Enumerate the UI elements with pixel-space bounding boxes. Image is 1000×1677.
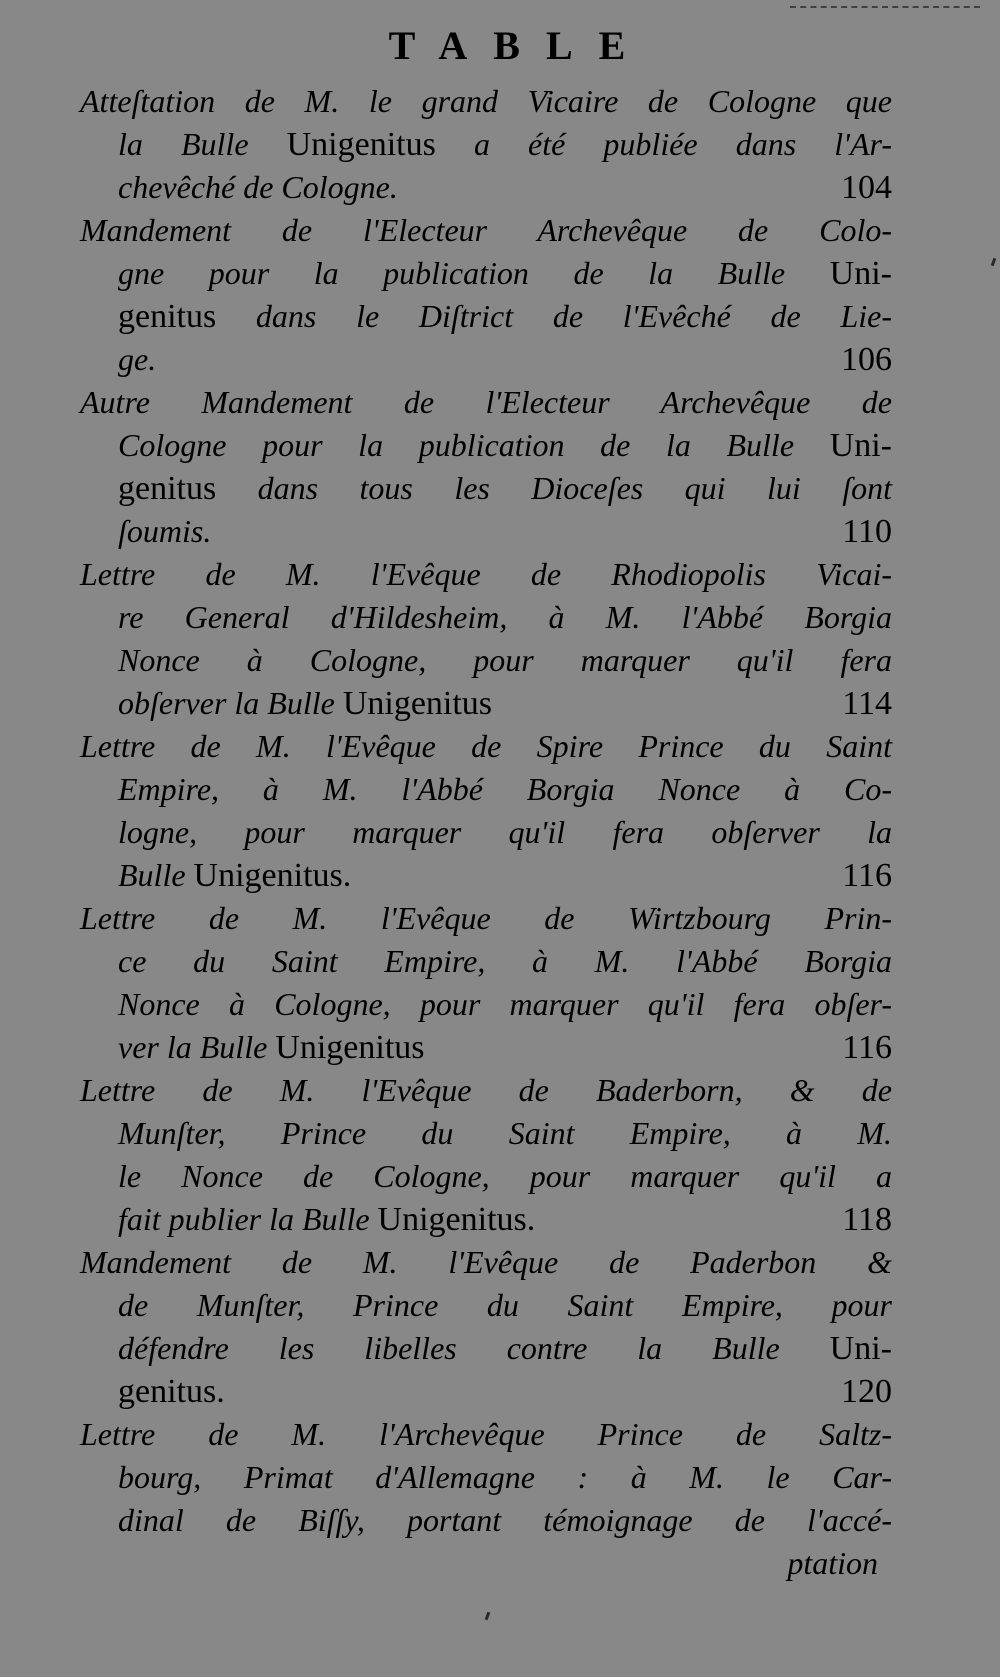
toc-entry-line — [80, 854, 892, 897]
roman-text: Uni- — [829, 427, 892, 464]
toc-entry-line — [80, 166, 892, 209]
toc-entry-line — [80, 553, 892, 596]
italic-text: a été publiée dans l'Ar- — [435, 126, 893, 162]
italic-text: gne pour la publication de la Bulle — [118, 255, 830, 291]
toc-entry-line — [80, 1370, 892, 1413]
italic-text: Lettre de M. l'Archevêque Prince de Saltz- — [80, 1416, 892, 1452]
toc-entry — [80, 381, 892, 553]
toc-entry-line — [80, 80, 892, 123]
toc-entry — [80, 725, 892, 897]
italic-text: Atteſtation de M. le grand Vicaire de Cologne que — [80, 83, 892, 119]
page-title: TABLE — [388, 23, 652, 68]
italic-text: Bulle — [118, 857, 194, 893]
italic-text: fait publier la Bulle — [118, 1201, 378, 1237]
page-number: 104 — [841, 169, 892, 206]
roman-text: Unigenitus — [342, 685, 493, 722]
roman-text: genitus — [118, 470, 217, 507]
italic-text: re General d'Hildesheim, à M. l'Abbé Borgia — [118, 599, 892, 635]
italic-text: Lettre de M. l'Evêque de Spire Prince du Saint — [80, 728, 892, 764]
italic-text: Mandement de M. l'Evêque de Paderbon & — [80, 1244, 892, 1280]
toc-entry-line — [80, 123, 892, 166]
italic-text: dans tous les Dioceſes qui lui ſont — [216, 470, 892, 506]
italic-text: bourg, Primat d'Allemagne : à M. le Car- — [118, 1459, 892, 1495]
toc-entry-line — [80, 639, 892, 682]
roman-text: Unigenitus. — [193, 857, 352, 894]
page-number: 116 — [842, 857, 892, 894]
page-number: 120 — [841, 1373, 892, 1410]
toc-entry-line — [80, 983, 892, 1026]
italic-text: ſoumis. — [118, 513, 212, 549]
toc-entry-line — [80, 381, 892, 424]
toc-entry-line — [80, 424, 892, 467]
toc-entry-line — [80, 768, 892, 811]
roman-text: Uni- — [829, 1330, 892, 1367]
toc-entry-line — [80, 1155, 892, 1198]
roman-text: genitus. — [118, 1373, 225, 1410]
roman-text: Unigenitus — [275, 1029, 425, 1066]
italic-text: Cologne pour la publication de la Bulle — [118, 427, 830, 463]
toc-entry — [80, 1413, 892, 1542]
italic-text: Nonce à Cologne, pour marquer qu'il fera obſer- — [118, 986, 892, 1022]
italic-text: ge. — [118, 341, 157, 377]
ink-speck — [485, 1612, 491, 1621]
page-number: 106 — [841, 341, 892, 378]
toc-entry-line — [80, 1069, 892, 1112]
italic-text: Munſter, Prince du Saint Empire, à M. — [118, 1115, 892, 1151]
toc-entry-line — [80, 1327, 892, 1370]
toc-entry-line — [80, 897, 892, 940]
page-number: 114 — [842, 685, 892, 722]
toc-entry-line — [80, 252, 892, 295]
italic-text: Lettre de M. l'Evêque de Baderborn, & de — [80, 1072, 892, 1108]
toc-entry-line — [80, 1241, 892, 1284]
toc-entry — [80, 209, 892, 381]
toc-entry-line — [80, 596, 892, 639]
italic-text: dinal de Biſſy, portant témoignage de l'accé- — [118, 1502, 892, 1538]
italic-text: Empire, à M. l'Abbé Borgia Nonce à Co- — [118, 771, 892, 807]
toc-entry-line — [80, 1499, 892, 1542]
toc-entry — [80, 80, 892, 209]
toc-entry-line — [80, 725, 892, 768]
roman-text: genitus — [118, 298, 217, 335]
toc-entry — [80, 897, 892, 1069]
italic-text: de Munſter, Prince du Saint Empire, pour — [118, 1287, 892, 1323]
italic-text: Autre Mandement de l'Electeur Archevêque de — [80, 384, 892, 420]
toc-entry-line — [80, 1198, 892, 1241]
italic-text: défendre les libelles contre la Bulle — [118, 1330, 830, 1366]
roman-text: Uni- — [829, 255, 892, 292]
toc-entry — [80, 553, 892, 725]
italic-text: la Bulle — [118, 126, 287, 162]
italic-text: obſerver la Bulle — [118, 685, 343, 721]
toc-entry-line — [80, 1413, 892, 1456]
table-of-contents — [80, 80, 892, 1585]
toc-entry-line — [80, 1456, 892, 1499]
toc-entry-line — [80, 1112, 892, 1155]
catchword: ptation — [787, 1545, 878, 1581]
italic-text: logne, pour marquer qu'il fera obſerver la — [118, 814, 892, 850]
italic-text: le Nonce de Cologne, pour marquer qu'il a — [118, 1158, 892, 1194]
toc-entry-line — [80, 209, 892, 252]
italic-text: Mandement de l'Electeur Archevêque de Colo- — [80, 212, 892, 248]
toc-entry-line — [80, 467, 892, 510]
roman-text: Unigenitus. — [377, 1201, 536, 1238]
toc-entry — [80, 1241, 892, 1413]
toc-entry-line — [80, 338, 892, 381]
page-number: 118 — [842, 1201, 892, 1238]
toc-entry-line — [80, 682, 892, 725]
toc-entry — [80, 1069, 892, 1241]
toc-entry-line — [80, 1026, 892, 1069]
italic-text: Lettre de M. l'Evêque de Rhodiopolis Vicai- — [80, 556, 892, 592]
toc-entry-line — [80, 295, 892, 338]
page-number: 110 — [842, 513, 892, 550]
italic-text: Lettre de M. l'Evêque de Wirtzbourg Prin- — [80, 900, 892, 936]
italic-text: ce du Saint Empire, à M. l'Abbé Borgia — [118, 943, 892, 979]
italic-text: Nonce à Cologne, pour marquer qu'il fera — [118, 642, 892, 678]
top-edge-rule — [790, 6, 980, 8]
toc-entry-line — [80, 510, 892, 553]
italic-text: dans le Diſtrict de l'Evêché de Lie- — [216, 298, 892, 334]
toc-entry-line — [80, 940, 892, 983]
page-number: 116 — [842, 1029, 892, 1066]
toc-entry-line — [80, 811, 892, 854]
italic-text: ver la Bulle — [118, 1029, 276, 1065]
toc-entry-line — [80, 1284, 892, 1327]
roman-text: Unigenitus — [286, 126, 436, 163]
italic-text: chevêché de Cologne. — [118, 169, 398, 205]
ink-speck — [991, 258, 997, 267]
